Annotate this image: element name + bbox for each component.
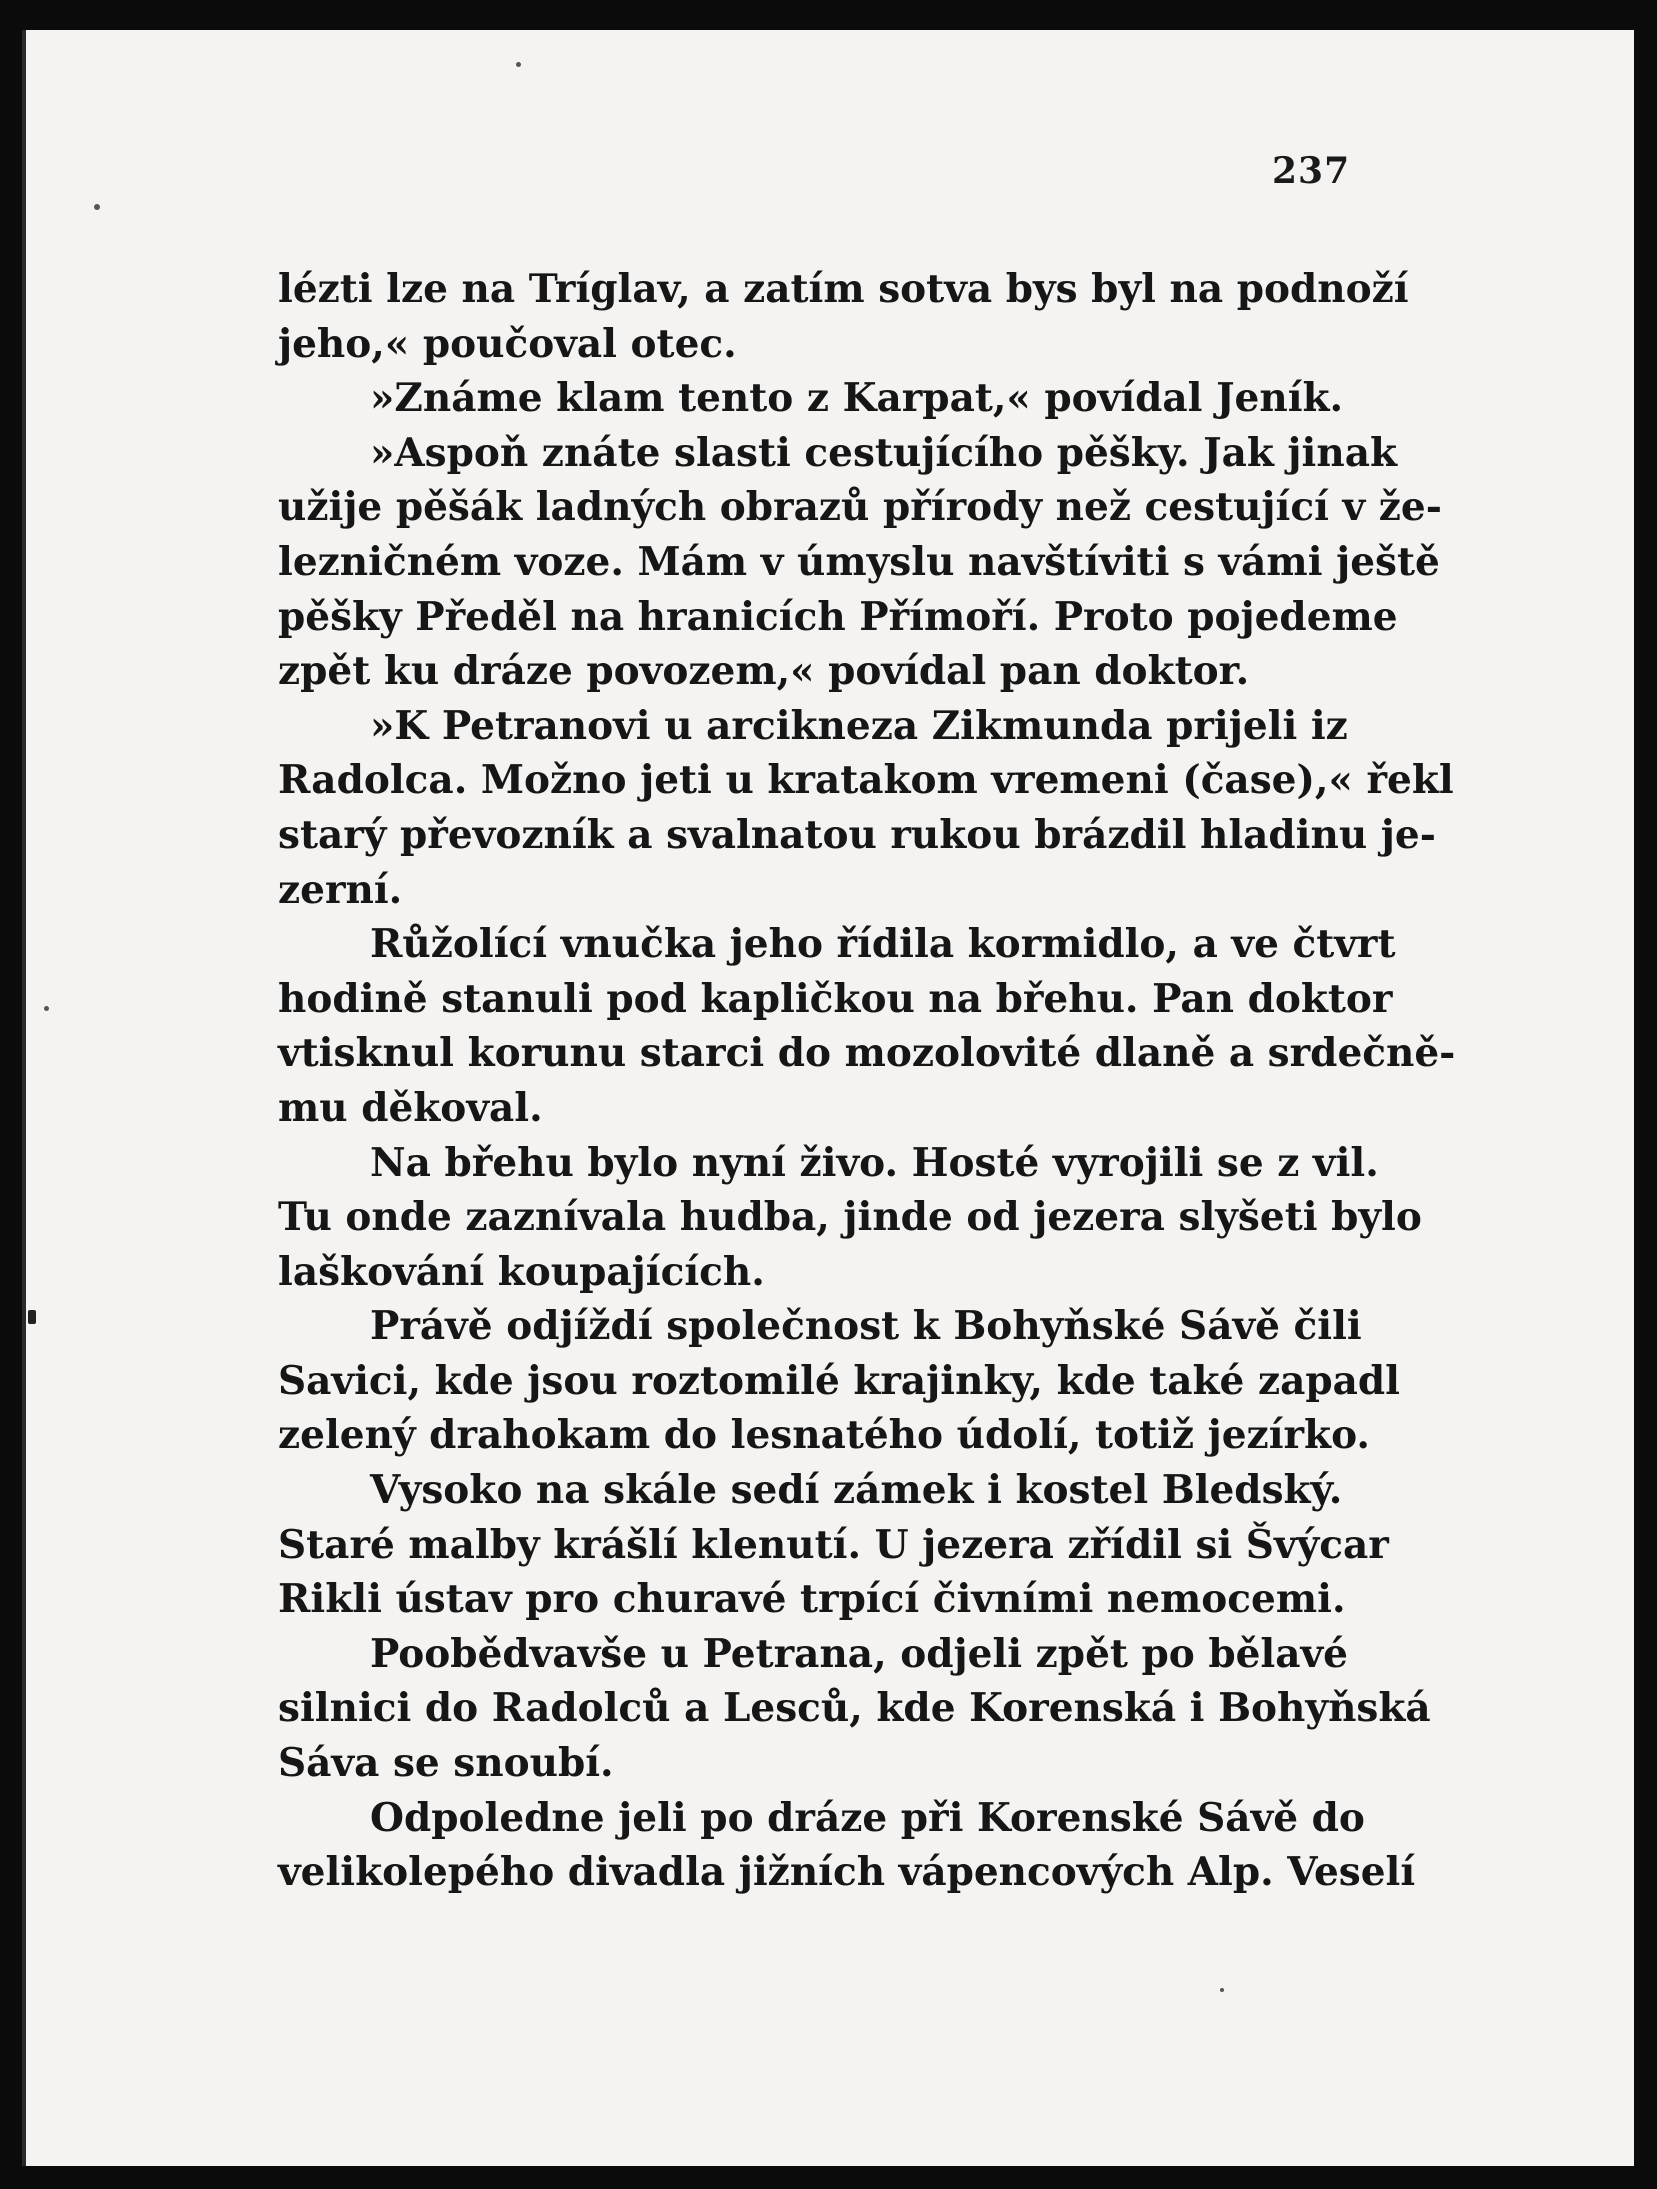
text-line: Savici, kde jsou roztomilé krajinky, kde také zapadl	[278, 1357, 1400, 1404]
scan-speck	[28, 1310, 36, 1324]
text-line: pěšky Předěl na hranicích Přímoří. Proto pojedeme	[278, 593, 1398, 640]
scan-speck	[1220, 1988, 1224, 1992]
text-line: Právě odjíždí společnost k Bohyňské Sávě čili	[370, 1303, 1362, 1350]
text-line: lezničném voze. Mám v úmyslu navštíviti s vámi ještě	[278, 538, 1440, 585]
scan-speck	[516, 62, 521, 67]
text-line: Sáva se snoubí.	[278, 1740, 614, 1787]
text-line: Radolca. Možno jeti u kratakom vremeni (čase),« řekl	[278, 757, 1454, 804]
text-line: vtisknul korunu starci do mozolovité dlaně a srdečně-	[278, 1030, 1456, 1077]
text-line: Tu onde zaznívala hudba, jinde od jezera slyšeti bylo	[278, 1194, 1422, 1241]
text-line: zerní.	[278, 866, 403, 913]
text-line: hodině stanuli pod kapličkou na břehu. Pan doktor	[278, 975, 1393, 1022]
text-line: Poobědvavše u Petrana, odjeli zpět po bělavé	[370, 1630, 1348, 1677]
scan-speck	[44, 1006, 49, 1011]
page-number: 237	[1272, 150, 1351, 192]
text-line: jeho,« poučoval otec.	[278, 320, 737, 367]
scan-speck	[94, 204, 100, 210]
text-line: laškování koupajících.	[278, 1248, 765, 1295]
text-line: »Aspoň znáte slasti cestujícího pěšky. Jak jinak	[370, 429, 1398, 476]
text-line: mu děkoval.	[278, 1084, 543, 1131]
text-line: starý převozník a svalnatou rukou brázdil hladinu je-	[278, 811, 1436, 858]
scan-bottom-edge	[0, 2166, 1657, 2189]
text-line: velikolepého divadla jižních vápencových Alp. Veselí	[278, 1849, 1416, 1896]
text-line: užije pěšák ladných obrazů přírody než cestující v že-	[278, 484, 1442, 531]
text-line: Vysoko na skále sedí zámek i kostel Bledský.	[370, 1467, 1343, 1514]
text-line: Na břehu bylo nyní živo. Hosté vyrojili se z vil.	[370, 1139, 1379, 1186]
page-left-edge	[22, 30, 26, 2166]
text-line: zelený drahokam do lesnatého údolí, totiž jezírko.	[278, 1412, 1370, 1459]
text-line: silnici do Radolců a Lesců, kde Korenská i Bohyňská	[278, 1685, 1431, 1732]
text-line: Rikli ústav pro churavé trpící čivními nemocemi.	[278, 1576, 1346, 1623]
text-line: zpět ku dráze povozem,« povídal pan doktor.	[278, 648, 1250, 695]
text-line: lézti lze na Tríglav, a zatím sotva bys byl na podnoží	[278, 266, 1409, 312]
text-line: »K Petranovi u arcikneza Zikmunda prijeli iz	[370, 702, 1348, 749]
text-line: Odpoledne jeli po dráze při Korenské Sávě do	[370, 1794, 1365, 1841]
body-text	[278, 262, 1456, 1900]
text-line: »Známe klam tento z Karpat,« povídal Jeník.	[370, 375, 1344, 422]
text-line: Růžolící vnučka jeho řídila kormidlo, a ve čtvrt	[370, 921, 1396, 968]
text-line: Staré malby krášlí klenutí. U jezera zřídil si Švýcar	[278, 1521, 1389, 1568]
